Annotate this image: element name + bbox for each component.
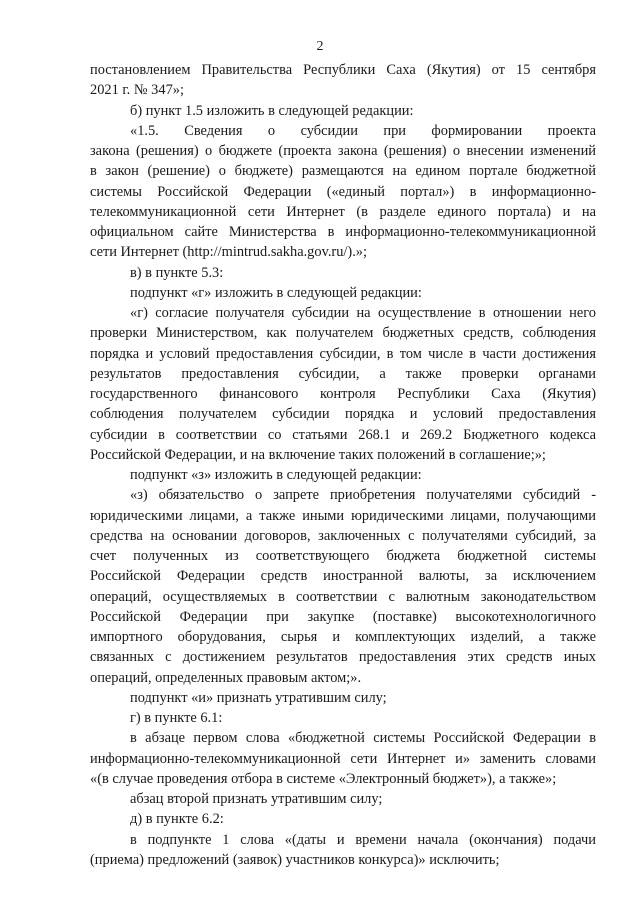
paragraph bbox=[90, 809, 596, 829]
text-line: подпункт «и» признать утратившим силу; bbox=[130, 689, 387, 706]
paragraph bbox=[90, 688, 596, 708]
text-line: г) в пункте 6.1: bbox=[130, 710, 223, 726]
text-line: связанных с достижением результатов предоставления этих средств иных bbox=[90, 649, 596, 666]
text-line: 2021 г. № 347»; bbox=[90, 82, 184, 99]
text-line: Российской Федерации при закупке (поставке) высокотехнологичного bbox=[90, 608, 596, 625]
text-line: Российской Федерации, и на включение таких положений в соглашение;»; bbox=[90, 446, 546, 463]
text-line: Российской Федерации средств иностранной валюты, за исключением bbox=[90, 568, 596, 585]
text-line: официальном сайте Министерства в информационно-телекоммуникационной bbox=[90, 224, 596, 240]
text-line: постановлением Правительства Республики Саха (Якутия) от 15 сентября bbox=[90, 62, 596, 78]
text-line: телекоммуникационной сети Интернет (в разделе единого портала) и на bbox=[90, 203, 596, 220]
page-number: 2 bbox=[316, 39, 324, 54]
paragraph bbox=[90, 465, 596, 485]
paragraph bbox=[90, 789, 596, 809]
text-line: «1.5. Сведения о субсидии при формировании проекта bbox=[130, 122, 596, 139]
text-line: средства на основании договоров, заключенных с получателями субсидий, за bbox=[90, 527, 596, 544]
document-body bbox=[90, 60, 596, 870]
paragraph bbox=[90, 263, 596, 283]
text-line: импортного оборудования, сырья и комплектующих изделий, а также bbox=[90, 629, 596, 645]
text-line: информационно-телекоммуникационной сети Интернет и» заменить словами bbox=[90, 750, 596, 767]
text-line: операций, определенных правовым актом;». bbox=[90, 669, 362, 686]
text-line: государственного финансового контроля Республики Саха (Якутия) bbox=[90, 386, 596, 402]
text-line: в) в пункте 5.3: bbox=[130, 264, 224, 281]
text-line: операций, осуществляемых в соответствии с валютным законодательством bbox=[90, 588, 596, 605]
text-line: «з) обязательство о запрете приобретения получателями субсидий - bbox=[130, 487, 596, 504]
paragraph bbox=[90, 485, 596, 688]
paragraph bbox=[90, 121, 596, 263]
paragraph bbox=[90, 728, 596, 789]
text-line: «г) согласие получателя субсидии на осуществление в отношении него bbox=[130, 305, 596, 321]
paragraph bbox=[90, 830, 596, 871]
text-line: проверки Министерством, как получателем бюджетных средств, соблюдения bbox=[90, 325, 596, 342]
text-line: в абзаце первом слова «бюджетной системы Российской Федерации в bbox=[130, 730, 596, 747]
text-line: абзац второй признать утратившим силу; bbox=[130, 791, 383, 807]
text-line: (приема) предложений (заявок) участников конкурса)» исключить; bbox=[90, 851, 500, 868]
text-line: счет полученных из соответствующего бюджета бюджетной системы bbox=[90, 548, 596, 564]
text-line: порядка и условий предоставления субсидии, в том числе в части достижения bbox=[90, 345, 596, 362]
text-line: в закон (решение) о бюджете) размещаются на едином портале бюджетной bbox=[90, 163, 596, 180]
paragraph bbox=[90, 303, 596, 465]
text-line: юридическими лицами, а также иными юридическими лицами, получающими bbox=[90, 507, 596, 524]
paragraph bbox=[90, 101, 596, 121]
text-line: системы Российской Федерации («единый портал») в информационно- bbox=[90, 183, 596, 200]
paragraph bbox=[90, 60, 596, 101]
paragraph bbox=[90, 708, 596, 728]
text-line: д) в пункте 6.2: bbox=[130, 811, 224, 828]
text-line: «(в случае проведения отбора в системе «Электронный бюджет»), а также»; bbox=[90, 770, 557, 787]
text-line: подпункт «з» изложить в следующей редакции: bbox=[130, 467, 422, 483]
text-line: подпункт «г» изложить в следующей редакции: bbox=[130, 284, 422, 301]
text-line: в подпункте 1 слова «(даты и времени начала (окончания) подачи bbox=[130, 831, 596, 848]
text-line: результатов предоставления субсидии, а также проверки органами bbox=[90, 365, 596, 382]
text-line: сети Интернет (http://mintrud.sakha.gov.ru/).»; bbox=[90, 244, 367, 261]
paragraph bbox=[90, 283, 596, 303]
text-line: б) пункт 1.5 изложить в следующей редакции: bbox=[130, 102, 414, 119]
text-line: соблюдения получателем субсидии порядка и условий предоставления bbox=[90, 406, 596, 423]
text-line: субсидии в соответствии со статьями 268.1 и 269.2 Бюджетного кодекса bbox=[90, 426, 596, 443]
text-line: закона (решения) о бюджете (проекта закона (решения) о внесении изменений bbox=[90, 143, 596, 159]
